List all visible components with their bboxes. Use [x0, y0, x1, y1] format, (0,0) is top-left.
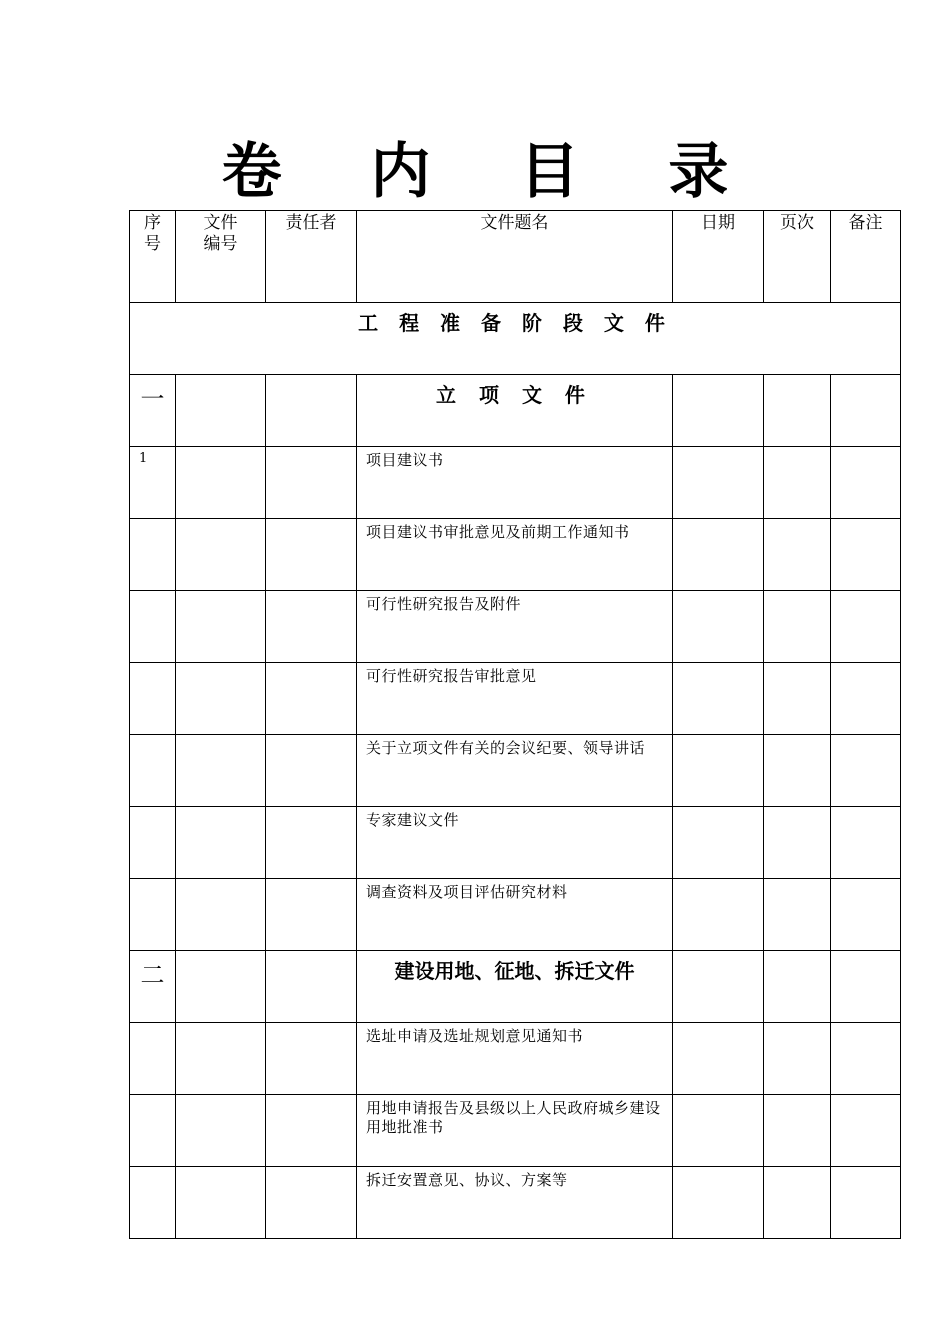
remarks-cell: [831, 591, 901, 663]
catalog-table: [129, 210, 901, 1239]
file-no-cell: [176, 519, 266, 591]
responsible-cell: [266, 1167, 357, 1239]
table-row: [130, 879, 901, 951]
remarks-cell: [831, 663, 901, 735]
header-row: [130, 211, 901, 303]
remarks-cell: [831, 519, 901, 591]
file-no-cell: [176, 1023, 266, 1095]
file-no-cell: [176, 663, 266, 735]
file-no-cell: [176, 447, 266, 519]
section-number: 二: [130, 951, 176, 1023]
table-row: [130, 735, 901, 807]
file-title-cell: 拆迁安置意见、协议、方案等: [357, 1167, 673, 1239]
table-row: [130, 1023, 901, 1095]
date-cell: [673, 375, 764, 447]
file-no-cell: [176, 1095, 266, 1167]
file-title-cell: 关于立项文件有关的会议纪要、领导讲话: [357, 735, 673, 807]
date-cell: [673, 663, 764, 735]
page-title: 卷 内 目 录: [221, 137, 763, 207]
remarks-cell: [831, 879, 901, 951]
header-seq: 序 号: [130, 211, 176, 303]
stage-row: [130, 303, 901, 375]
responsible-cell: [266, 807, 357, 879]
remarks-cell: [831, 1095, 901, 1167]
remarks-cell: [831, 447, 901, 519]
header-remarks: 备注: [831, 211, 901, 303]
file-no-cell: [176, 879, 266, 951]
date-cell: [673, 807, 764, 879]
table-row: [130, 1167, 901, 1239]
file-title-cell: 项目建议书: [357, 447, 673, 519]
table-row: [130, 1095, 901, 1167]
file-no-cell: [176, 1167, 266, 1239]
pages-cell: [764, 879, 831, 951]
seq-cell: [130, 663, 176, 735]
section-title: 立 项 文 件: [357, 375, 673, 447]
pages-cell: [764, 1095, 831, 1167]
pages-cell: [764, 1023, 831, 1095]
file-no-cell: [176, 735, 266, 807]
pages-cell: [764, 1167, 831, 1239]
date-cell: [673, 1095, 764, 1167]
table-row: [130, 807, 901, 879]
responsible-cell: [266, 663, 357, 735]
table-row: [130, 591, 901, 663]
date-cell: [673, 519, 764, 591]
pages-cell: [764, 447, 831, 519]
responsible-cell: [266, 447, 357, 519]
pages-cell: [764, 807, 831, 879]
responsible-cell: [266, 879, 357, 951]
section-title: 建设用地、征地、拆迁文件: [357, 951, 673, 1023]
responsible-cell: [266, 1023, 357, 1095]
seq-cell: [130, 519, 176, 591]
header-file-no: 文件 编号: [176, 211, 266, 303]
header-pages: 页次: [764, 211, 831, 303]
file-no-cell: [176, 951, 266, 1023]
header-responsible: 责任者: [266, 211, 357, 303]
pages-cell: [764, 519, 831, 591]
remarks-cell: [831, 1023, 901, 1095]
file-title-cell: 选址申请及选址规划意见通知书: [357, 1023, 673, 1095]
pages-cell: [764, 663, 831, 735]
table-row: [130, 447, 901, 519]
seq-cell: [130, 1095, 176, 1167]
seq-cell: [130, 1023, 176, 1095]
responsible-cell: [266, 519, 357, 591]
responsible-cell: [266, 951, 357, 1023]
section-row: [130, 951, 901, 1023]
section-row: [130, 375, 901, 447]
file-title-cell: 可行性研究报告及附件: [357, 591, 673, 663]
header-file-title: 文件题名: [357, 211, 673, 303]
remarks-cell: [831, 375, 901, 447]
remarks-cell: [831, 951, 901, 1023]
file-no-cell: [176, 375, 266, 447]
date-cell: [673, 447, 764, 519]
pages-cell: [764, 951, 831, 1023]
responsible-cell: [266, 1095, 357, 1167]
seq-cell: [130, 735, 176, 807]
table-row: [130, 519, 901, 591]
date-cell: [673, 1023, 764, 1095]
responsible-cell: [266, 735, 357, 807]
date-cell: [673, 735, 764, 807]
seq-cell: [130, 879, 176, 951]
seq-cell: 1: [130, 447, 176, 519]
file-no-cell: [176, 591, 266, 663]
pages-cell: [764, 375, 831, 447]
seq-cell: [130, 1167, 176, 1239]
file-title-cell: 可行性研究报告审批意见: [357, 663, 673, 735]
remarks-cell: [831, 1167, 901, 1239]
date-cell: [673, 879, 764, 951]
remarks-cell: [831, 807, 901, 879]
date-cell: [673, 951, 764, 1023]
date-cell: [673, 591, 764, 663]
pages-cell: [764, 735, 831, 807]
table-row: [130, 663, 901, 735]
responsible-cell: [266, 375, 357, 447]
seq-cell: [130, 591, 176, 663]
file-title-cell: 专家建议文件: [357, 807, 673, 879]
file-title-cell: 调查资料及项目评估研究材料: [357, 879, 673, 951]
stage-title: 工 程 准 备 阶 段 文 件: [130, 303, 901, 375]
file-title-cell: 项目建议书审批意见及前期工作通知书: [357, 519, 673, 591]
remarks-cell: [831, 735, 901, 807]
file-no-cell: [176, 807, 266, 879]
responsible-cell: [266, 591, 357, 663]
date-cell: [673, 1167, 764, 1239]
seq-cell: [130, 807, 176, 879]
pages-cell: [764, 591, 831, 663]
file-title-cell: 用地申请报告及县级以上人民政府城乡建设用地批准书: [357, 1095, 673, 1167]
header-date: 日期: [673, 211, 764, 303]
section-number: 一: [130, 375, 176, 447]
